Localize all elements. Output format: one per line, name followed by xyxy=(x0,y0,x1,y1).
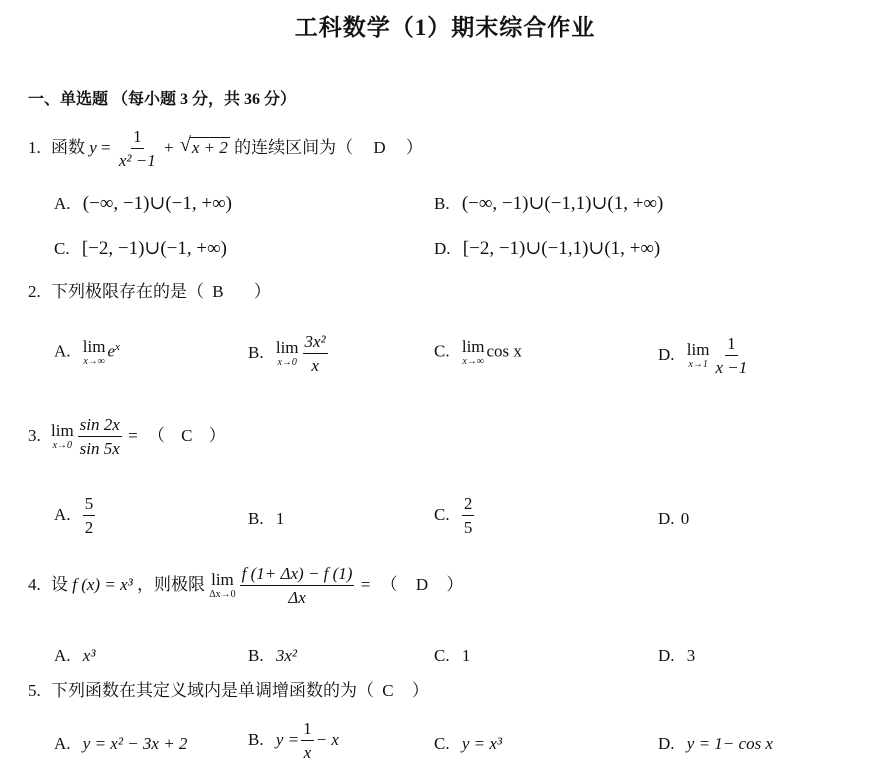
option-label: B. xyxy=(434,194,450,213)
option-value: (−∞, −1)∪(−1, +∞) xyxy=(82,193,232,214)
question-5 xyxy=(28,682,429,699)
lim-subscript: Δx→0 xyxy=(209,589,236,601)
denominator: 2 xyxy=(84,517,94,537)
option-value: [−2, −1)∪(−1, +∞) xyxy=(81,238,227,259)
option-b xyxy=(248,510,284,527)
limit xyxy=(276,339,299,368)
option-label: D. xyxy=(658,734,675,753)
option-label: D. xyxy=(434,239,451,258)
question-4 xyxy=(28,565,463,607)
option-value: y = x² − 3x + 2 xyxy=(82,734,188,753)
question-text: ） xyxy=(446,574,464,594)
limit xyxy=(83,338,106,367)
option-value: e xyxy=(107,341,115,361)
denominator: x xyxy=(311,355,319,375)
option-label: A. xyxy=(54,734,71,753)
math-expression: f (x) = x³ xyxy=(72,574,133,594)
numerator: f (1+ Δx) − f (1) xyxy=(240,565,355,586)
option-label: D. xyxy=(658,509,675,528)
option-b xyxy=(434,194,663,213)
question-text: （ xyxy=(380,574,398,594)
question-1 xyxy=(28,128,423,170)
limit xyxy=(51,422,74,451)
option-label: C. xyxy=(434,504,450,524)
question-text: ，则极限 xyxy=(136,574,205,594)
question-text: ） xyxy=(253,282,271,301)
option-value: y = x³ xyxy=(461,734,503,753)
option-value: (−∞, −1)∪(−1,1)∪(1, +∞) xyxy=(461,193,664,214)
question-text: 函数 xyxy=(51,137,85,157)
option-d xyxy=(658,335,751,377)
math-expression: y = xyxy=(275,729,300,749)
limit xyxy=(687,341,710,370)
option-label: A. xyxy=(54,504,71,524)
radicand: x + 2 xyxy=(191,137,228,157)
option-b xyxy=(248,333,330,375)
denominator: x² −1 xyxy=(118,150,156,170)
fraction xyxy=(303,333,328,375)
limit xyxy=(209,571,235,600)
option-c xyxy=(54,239,227,258)
lim-word: lim xyxy=(211,570,234,590)
option-b xyxy=(248,720,339,762)
math-expression: − x xyxy=(315,729,339,749)
option-a xyxy=(54,338,120,367)
answer: C xyxy=(382,681,394,700)
question-number: 4. xyxy=(28,574,41,594)
question-3 xyxy=(28,416,226,458)
option-label: C. xyxy=(434,734,450,753)
numerator: sin 2x xyxy=(78,416,122,437)
math-var: y xyxy=(89,137,97,157)
lim-word: lim xyxy=(275,338,299,358)
denominator: Δx xyxy=(288,587,306,607)
fraction xyxy=(117,128,158,170)
option-b xyxy=(248,647,297,664)
numerator: 1 xyxy=(131,128,144,149)
question-text: 下列函数在其定义域内是单调增函数的为（ xyxy=(51,681,374,700)
option-a xyxy=(54,735,187,752)
question-number: 1. xyxy=(28,137,41,157)
option-value: cos x xyxy=(486,341,522,361)
option-value: x³ xyxy=(82,646,96,665)
lim-subscript: x→0 xyxy=(277,357,297,369)
question-number: 3. xyxy=(28,425,41,445)
option-value: 1 xyxy=(275,509,285,528)
option-c xyxy=(434,647,470,664)
math-op: + xyxy=(164,137,174,157)
denominator: x xyxy=(303,742,312,762)
lim-subscript: x→1 xyxy=(688,359,708,371)
question-number: 2. xyxy=(28,282,41,301)
limit xyxy=(462,338,485,367)
page-title: 工科数学（1）期末综合作业 xyxy=(294,15,596,40)
option-value: [−2, −1)∪(−1,1)∪(1, +∞) xyxy=(462,238,661,259)
option-d xyxy=(658,735,773,752)
option-value: y = 1− cos x xyxy=(686,734,773,753)
option-label: D. xyxy=(658,344,675,364)
option-a xyxy=(54,194,232,213)
fraction xyxy=(462,495,475,537)
sqrt-expression xyxy=(179,133,230,157)
lim-word: lim xyxy=(51,421,74,441)
numerator: 3x² xyxy=(303,333,328,354)
option-label: B. xyxy=(248,342,264,362)
lim-subscript: x→∞ xyxy=(462,356,484,367)
option-value: 3 xyxy=(686,646,696,665)
radical-icon: √ xyxy=(179,133,191,156)
option-value: 3x² xyxy=(275,646,297,665)
section-heading: 一、单选题 （每小题 3 分，共 36 分） xyxy=(28,91,297,108)
answer: D xyxy=(415,574,429,594)
answer: B xyxy=(212,282,224,301)
option-d xyxy=(658,510,689,527)
option-label: A. xyxy=(54,341,71,361)
lim-word: lim xyxy=(461,337,485,356)
option-value: 1 xyxy=(461,646,471,665)
option-label: C. xyxy=(434,646,450,665)
option-label: B. xyxy=(248,509,264,528)
option-label: B. xyxy=(248,646,264,665)
denominator: 5 xyxy=(463,517,473,537)
option-c xyxy=(434,495,476,537)
denominator: sin 5x xyxy=(79,438,120,458)
question-text: （ xyxy=(147,425,165,445)
option-c xyxy=(434,735,502,752)
question-2 xyxy=(28,283,271,300)
fraction xyxy=(713,335,749,377)
question-text: 设 xyxy=(51,574,68,594)
numerator: 2 xyxy=(462,495,475,516)
math-op: = xyxy=(101,137,111,157)
lim-subscript: x→0 xyxy=(52,440,73,452)
math-op: = xyxy=(360,574,371,594)
numerator: 1 xyxy=(725,335,738,356)
option-d xyxy=(658,647,695,664)
lim-word: lim xyxy=(82,337,106,356)
fraction xyxy=(240,565,355,607)
option-label: C. xyxy=(54,239,70,258)
option-c xyxy=(434,338,522,367)
question-text: ） xyxy=(208,425,226,445)
exponent: x xyxy=(115,340,120,353)
question-text: ） xyxy=(411,681,429,700)
answer: D xyxy=(373,137,386,157)
math-op: = xyxy=(128,425,138,445)
lim-subscript: x→∞ xyxy=(83,356,105,367)
option-label: C. xyxy=(434,341,450,361)
fraction xyxy=(301,720,314,762)
option-label: A. xyxy=(54,646,71,665)
question-text: 的连续区间为（ xyxy=(234,137,354,157)
lim-word: lim xyxy=(686,340,710,360)
answer: C xyxy=(181,425,193,445)
option-label: B. xyxy=(248,729,264,749)
fraction xyxy=(83,495,96,537)
option-d xyxy=(434,239,660,258)
option-label: D. xyxy=(658,646,675,665)
fraction xyxy=(78,416,122,458)
question-text: 下列极限存在的是（ xyxy=(51,282,204,301)
option-label: A. xyxy=(54,194,71,213)
option-a xyxy=(54,495,97,537)
option-value: 0 xyxy=(680,509,690,528)
denominator: x −1 xyxy=(715,357,748,377)
option-a xyxy=(54,647,95,664)
numerator: 5 xyxy=(83,495,96,516)
question-number: 5. xyxy=(28,681,41,700)
question-text: ） xyxy=(405,137,423,157)
numerator: 1 xyxy=(301,720,314,741)
